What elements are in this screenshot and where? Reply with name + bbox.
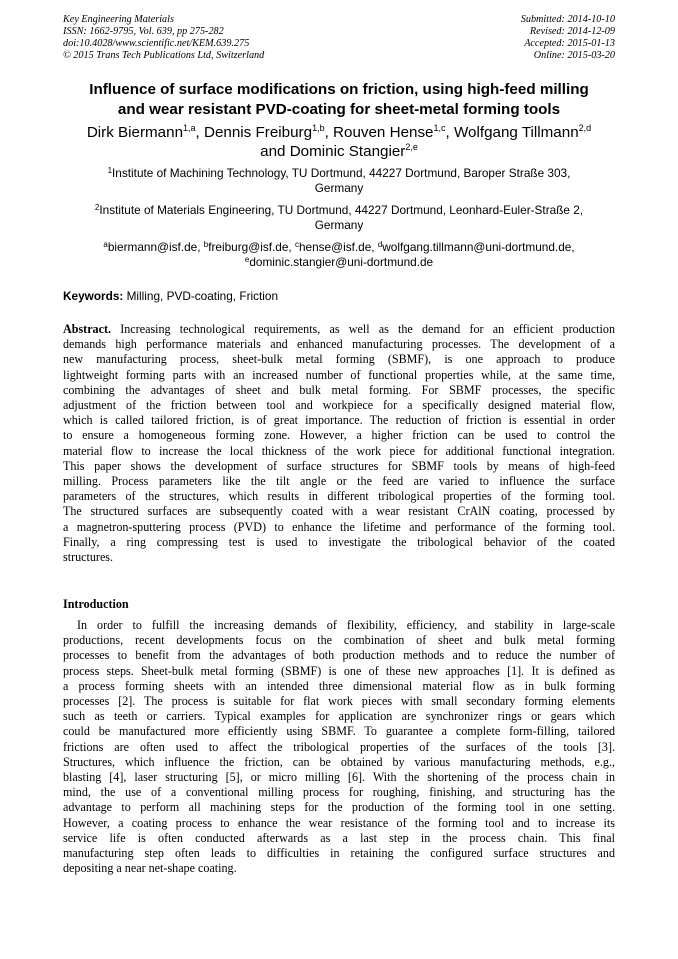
email-superscript: a bbox=[103, 240, 108, 249]
body-line: process steps. Sheet-bulk metal forming (SBMF) is one of these new approaches [1]. It is defined as bbox=[63, 663, 615, 678]
abstract-label: Abstract. bbox=[63, 322, 112, 336]
body-line: However, a coating process to enhance the wear resistance of the forming tool and to increase its bbox=[63, 815, 615, 830]
abstract-line: material flow to increase the local thickness of the work piece for additional functional integration. bbox=[63, 443, 615, 458]
affiliation-text: Institute of Machining Technology, TU Dortmund, 44227 Dortmund, Baroper Straße 303, bbox=[112, 166, 571, 180]
abstract-line: to ensure a homogeneous forming zone. However, a higher friction can be used to control the bbox=[63, 428, 615, 443]
affiliation-superscript: 1 bbox=[107, 166, 113, 175]
email-superscript: d bbox=[377, 240, 383, 249]
date-accepted: Accepted: 2015-01-13 bbox=[524, 38, 615, 49]
author-name: Dennis Freiburg bbox=[204, 124, 313, 141]
email-address: hense@isf.de, bbox=[298, 240, 375, 254]
abstract-line: which is called tailored friction, is of great importance. The reduction of friction is essential in order bbox=[63, 413, 615, 428]
abstract-line: milling. Process parameters like the tilt angle or the feed are varied to influence the surface bbox=[63, 474, 615, 489]
affiliation-superscript: 2 bbox=[94, 203, 100, 212]
affiliation-1 bbox=[80, 166, 598, 196]
journal-header bbox=[63, 14, 264, 62]
body-line: mind, the use of a conventional milling process for roughing, finishing, and structuring has the bbox=[63, 785, 615, 800]
abstract-line: Finally, a ring compressing test is used to investigate the tribological behavior of the coated bbox=[63, 534, 615, 549]
abstract-line: This paper shows the development of surface structures for SBMF tools by means of high-feed bbox=[63, 458, 615, 473]
email-address: wolfgang.tillmann@uni-dortmund.de, bbox=[382, 240, 575, 254]
author-superscript: 1,b bbox=[312, 123, 325, 133]
dates-header bbox=[521, 14, 615, 62]
introduction-body bbox=[63, 618, 615, 876]
author-name: Dirk Biermann bbox=[86, 124, 184, 141]
abstract-line: structures. bbox=[63, 550, 114, 565]
email-address: freiburg@isf.de, bbox=[208, 240, 292, 254]
journal-doi: doi:10.4028/www.scientific.net/KEM.639.275 bbox=[63, 38, 250, 49]
email-superscript: b bbox=[203, 240, 209, 249]
body-line: advantage to perform all machining steps for the production of the forming tool in one setting. bbox=[63, 800, 615, 815]
author-list: Dirk Biermann$^{1,a}$, Dennis Freiburg$^{1,b}$, Rouven Hense$^{1,c}$, Wolfgang Tillmann$^{2,d}$ and Dominic Stangier$^{2,e}$ bbox=[86, 123, 592, 160]
paper-title bbox=[63, 80, 615, 120]
abstract-line: combining the advantages of sheet and bulk metal forming. For SBMF processes, the specific bbox=[63, 382, 615, 397]
date-revised: Revised: 2014-12-09 bbox=[529, 26, 615, 37]
title-line: Influence of surface modifications on friction, using high-feed milling bbox=[89, 81, 589, 98]
body-line: processes [2]. The process is suitable for flat work pieces with small secondary forming elements bbox=[63, 694, 615, 709]
body-line: Structures, which influence the friction, can be obtained by various manufacturing methods, e.g., bbox=[63, 754, 615, 769]
body-line: a process forming sheets with an intended three dimensional material flow as in bulk forming bbox=[63, 678, 615, 693]
body-line: blasting [4], laser structuring [5], or micro milling [6]. With the shortening of the process chain in bbox=[63, 770, 615, 785]
author-superscript: 2,e bbox=[405, 142, 418, 152]
body-line: such as teeth or carriers. Typical examples for application are synchronizer rings or gears which bbox=[63, 709, 615, 724]
author-superscript: 2,d bbox=[578, 123, 592, 133]
abstract-line: new manufacturing process, sheet-bulk metal forming (SBMF), is one approach to produce bbox=[63, 352, 615, 367]
author-name: Rouven Hense bbox=[333, 124, 434, 141]
abstract-line: The structured surfaces are subsequently coated with a wear resistant CrAlN coating, processed by bbox=[63, 504, 615, 519]
author-emails bbox=[80, 240, 598, 270]
author-name: Wolfgang Tillmann bbox=[453, 124, 579, 141]
abstract-line: Abstract. Increasing technological requirements, as well as the demand for an efficient production bbox=[63, 322, 615, 336]
date-submitted: Submitted: 2014-10-10 bbox=[520, 14, 615, 25]
abstract-line: parameters of the structures, which results in different tribological properties of the forming tool. bbox=[63, 489, 615, 504]
affiliation-country: Germany bbox=[314, 181, 364, 195]
body-line: could be manufactured more efficiently using SBMF. To guarantee a complete form-filling, tailored bbox=[63, 724, 615, 739]
title-line: and wear resistant PVD-coating for sheet-metal forming tools bbox=[117, 101, 561, 118]
abstract-line: a magnetron-sputtering process (PVD) to enhance the lifetime and performance of the forming tool. bbox=[63, 519, 615, 534]
body-line: manufacturing step often leads to difficulties in retaining the configured surface structures and bbox=[63, 846, 615, 861]
keywords-label: Keywords: bbox=[63, 289, 124, 303]
abstract bbox=[63, 322, 615, 565]
date-online: Online: 2015-03-20 bbox=[533, 50, 615, 61]
email-superscript: c bbox=[294, 240, 299, 249]
affiliation-text: Institute of Materials Engineering, TU Dortmund, 44227 Dortmund, Leonhard-Euler-Straße 2, bbox=[99, 203, 584, 217]
journal-copyright: © 2015 Trans Tech Publications Ltd, Switzerland bbox=[63, 50, 265, 61]
abstract-line: lightweight forming parts with an increased number of functional properties while, at the same time, bbox=[63, 367, 615, 382]
affiliation-2 bbox=[80, 203, 598, 233]
section-heading-introduction: Introduction bbox=[63, 597, 129, 611]
journal-issn: ISSN: 1662-9795, Vol. 639, pp 275-282 bbox=[63, 26, 224, 37]
affiliation-country: Germany bbox=[314, 218, 364, 232]
email-superscript: e bbox=[244, 255, 250, 264]
body-line: productions, recent developments focus on the combination of sheet and bulk metal forming bbox=[63, 633, 615, 648]
keywords-text: Milling, PVD-coating, Friction bbox=[126, 289, 279, 303]
author-name: and Dominic Stangier bbox=[260, 143, 406, 160]
email-address: biermann@isf.de, bbox=[107, 240, 201, 254]
abstract-line: demands high performance materials and enhanced manufacturing processes. The development of a bbox=[63, 337, 615, 352]
body-line: frictions are often used to affect the tribological properties of the surfaces of the tools [3]. bbox=[63, 739, 615, 754]
journal-name: Key Engineering Materials bbox=[63, 14, 174, 25]
author-superscript: 1,a bbox=[183, 123, 196, 133]
body-line: processes to benefit from the advantages of both production methods and to reduce the number of bbox=[63, 648, 615, 663]
body-line: depositing a near net-shape coating. bbox=[63, 861, 237, 876]
body-line: service life is often conducted afterwards as a last step in the process chain. This final bbox=[63, 830, 615, 845]
email-address: dominic.stangier@uni-dortmund.de bbox=[249, 255, 434, 269]
author-superscript: 1,c bbox=[433, 123, 446, 133]
abstract-line: adjustment of the friction between tool and workpiece for a specifically designed material flow, bbox=[63, 398, 615, 413]
body-line: In order to fulfill the increasing demands of flexibility, efficiency, and stability in large-scale bbox=[77, 618, 615, 632]
keywords bbox=[63, 289, 615, 304]
